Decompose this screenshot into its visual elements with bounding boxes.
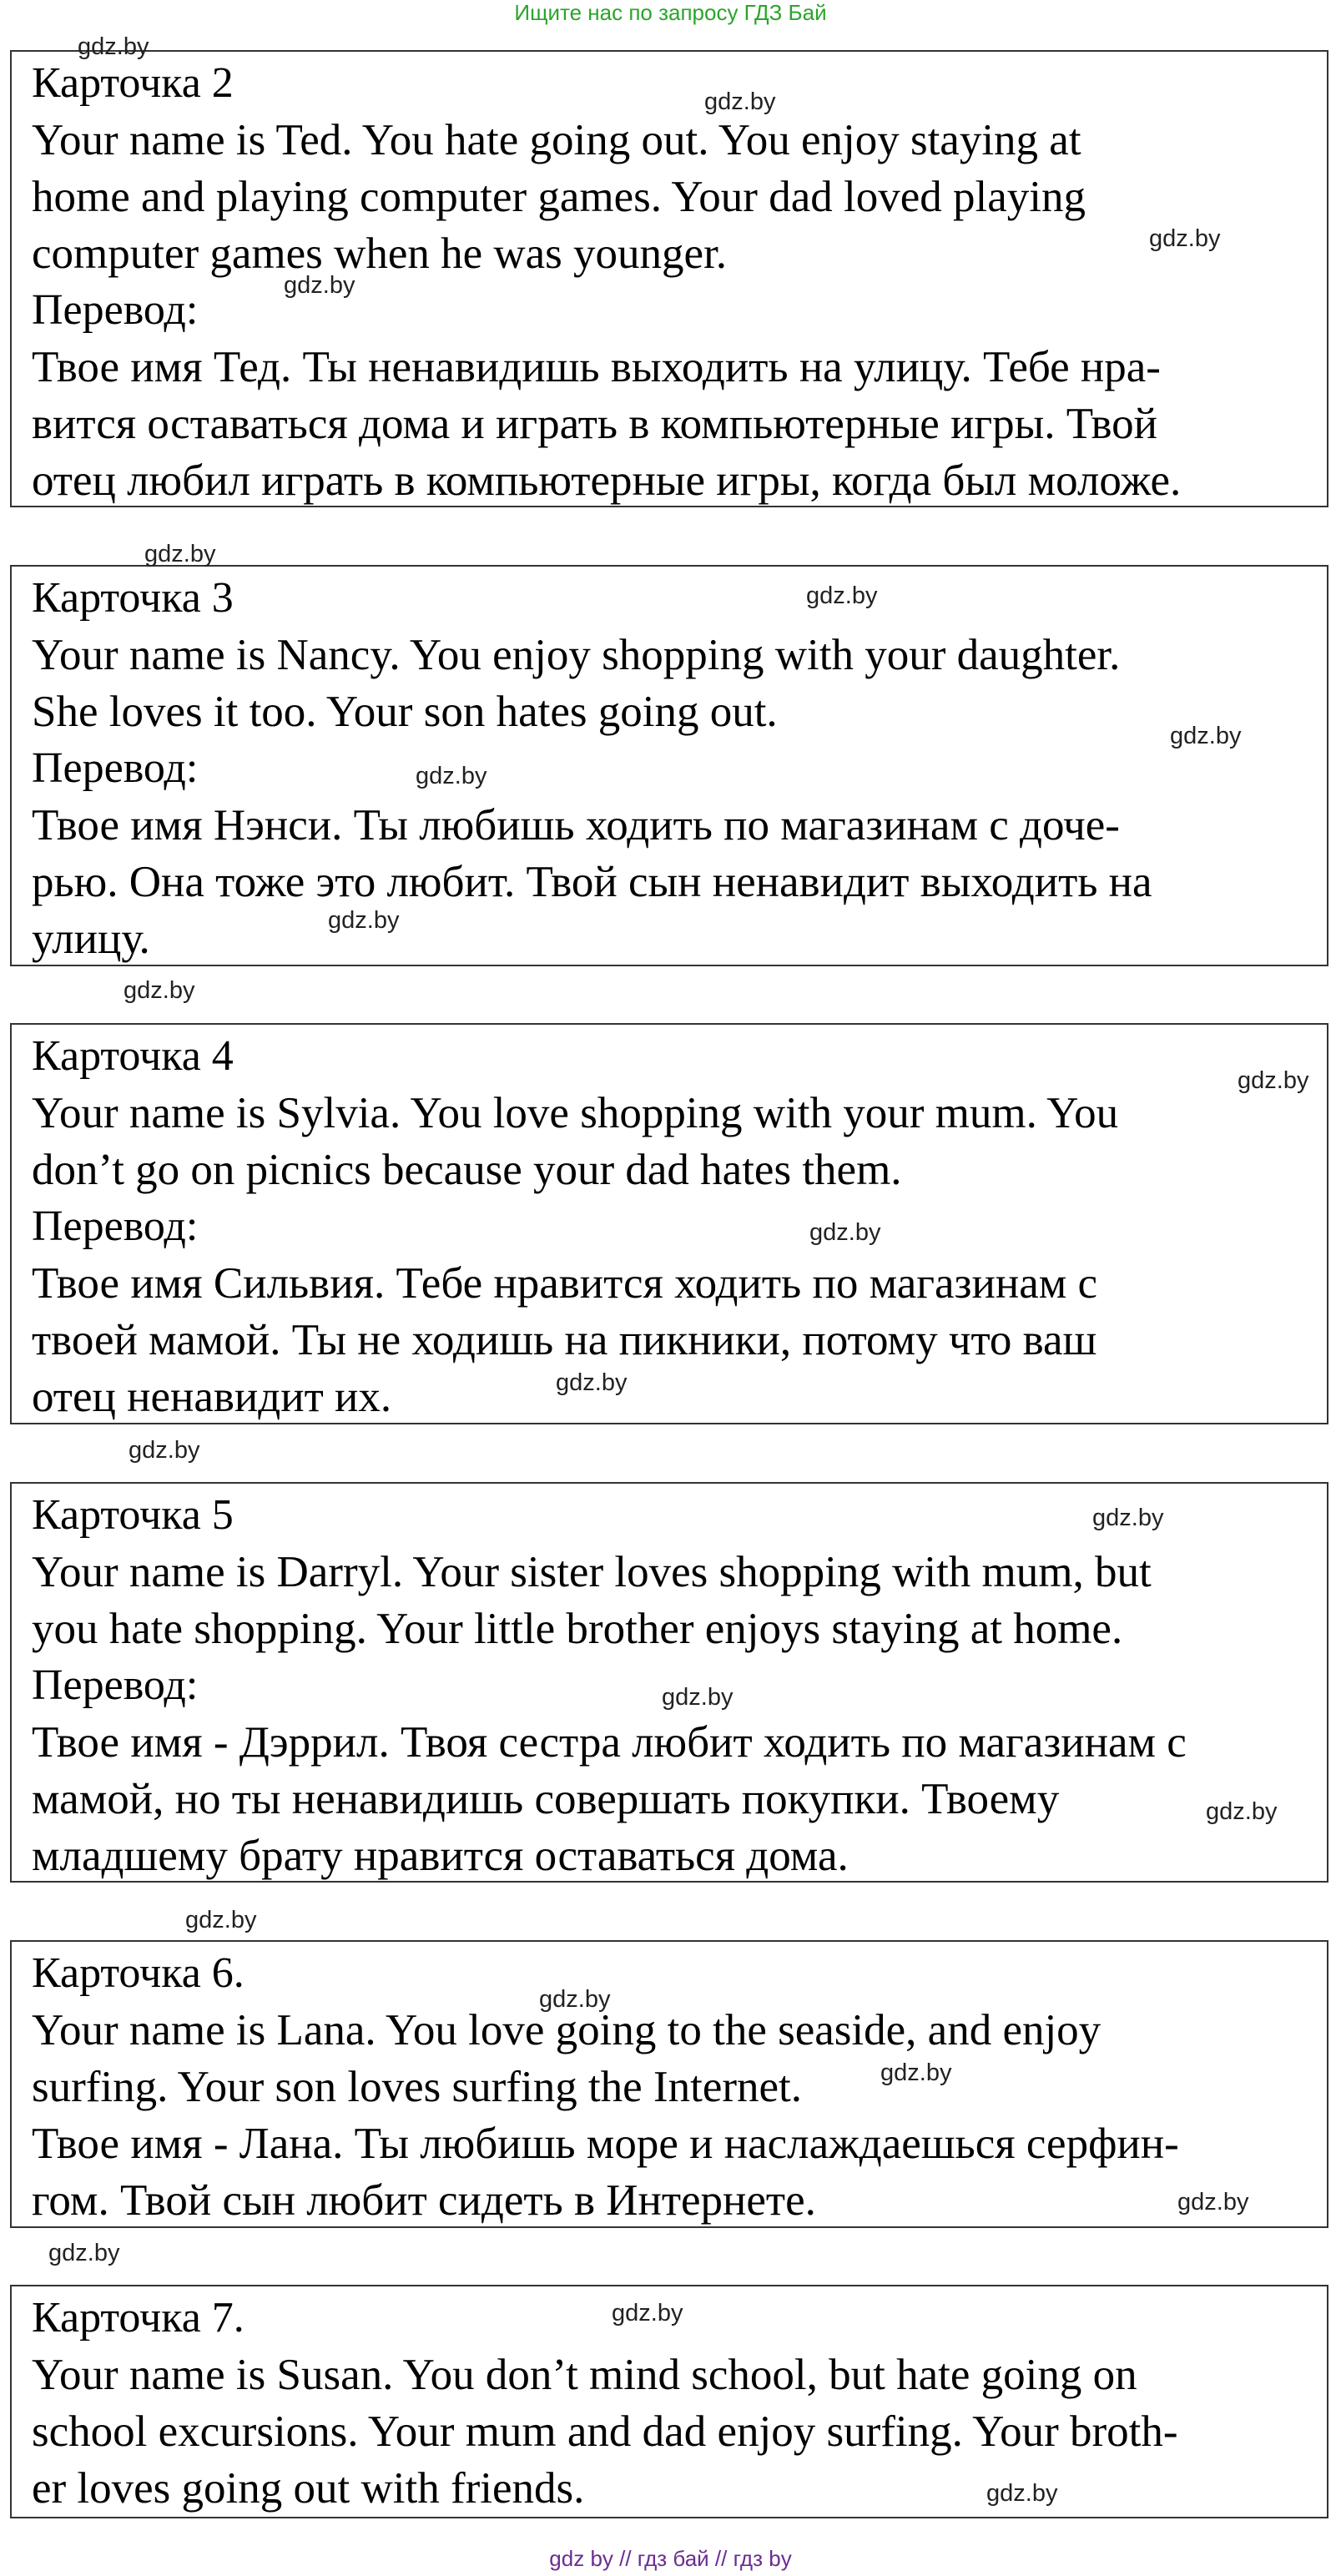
translation-label: Перевод: bbox=[32, 286, 199, 334]
watermark: gdz.by bbox=[129, 1437, 200, 1464]
watermark: gdz.by bbox=[284, 272, 355, 299]
footer: gdz by // гдз бай // гдз by bbox=[549, 2546, 792, 2571]
watermark: gdz.by bbox=[1149, 225, 1221, 252]
watermark: gdz.by bbox=[1238, 1067, 1309, 1094]
translation-label: Перевод: bbox=[32, 1202, 199, 1250]
russian-line: гом. Твой сын любит сидеть в Интернете. bbox=[32, 2176, 816, 2225]
watermark: gdz.by bbox=[1206, 1798, 1278, 1825]
watermark: gdz.by bbox=[556, 1369, 628, 1396]
card-title: Карточка 5 bbox=[32, 1491, 234, 1539]
english-line: surfing. Your son loves surfing the Internet. bbox=[32, 2063, 802, 2111]
russian-line: младшему брату нравится оставаться дома. bbox=[32, 1832, 849, 1880]
russian-line: Твое имя Сильвия. Тебе нравится ходить по магазинам с bbox=[32, 1259, 1098, 1308]
card-5 bbox=[10, 1482, 1328, 1883]
english-line: school excursions. Your mum and dad enjoy surfing. Your broth- bbox=[32, 2407, 1178, 2456]
english-line: Your name is Sylvia. You love shopping with your mum. You bbox=[32, 1089, 1119, 1137]
watermark: gdz.by bbox=[809, 1219, 881, 1246]
watermark: gdz.by bbox=[185, 1907, 257, 1933]
watermark: gdz.by bbox=[78, 33, 149, 60]
translation-label: Перевод: bbox=[32, 1661, 199, 1709]
russian-line: Твое имя Тед. Ты ненавидишь выходить на улицу. Тебе нра- bbox=[32, 343, 1161, 391]
watermark: gdz.by bbox=[986, 2480, 1058, 2507]
english-line: Your name is Lana. You love going to the seaside, and enjoy bbox=[32, 2006, 1102, 2054]
russian-line: отец любил играть в компьютерные игры, когда был моложе. bbox=[32, 456, 1182, 505]
russian-line: Твое имя Нэнси. Ты любишь ходить по магазинам с доче- bbox=[32, 801, 1120, 849]
russian-line: вится оставаться дома и играть в компьютерные игры. Твой bbox=[32, 400, 1158, 448]
russian-line: улицу. bbox=[32, 915, 150, 963]
russian-line: отец ненавидит их. bbox=[32, 1373, 392, 1421]
russian-line: Твое имя - Лана. Ты любишь море и наслаждаешься серфин- bbox=[32, 2120, 1179, 2168]
watermark: gdz.by bbox=[1170, 723, 1242, 749]
watermark: gdz.by bbox=[1177, 2189, 1249, 2216]
watermark: gdz.by bbox=[144, 541, 216, 567]
watermark: gdz.by bbox=[539, 1986, 611, 2013]
english-line: don’t go on picnics because your dad hates them. bbox=[32, 1146, 902, 1194]
card-title: Карточка 3 bbox=[32, 574, 234, 622]
english-line: computer games when he was younger. bbox=[32, 229, 728, 278]
english-line: Your name is Ted. You hate going out. You enjoy staying at bbox=[32, 116, 1081, 164]
card-4 bbox=[10, 1023, 1328, 1424]
english-line: Your name is Nancy. You enjoy shopping with your daughter. bbox=[32, 631, 1121, 679]
watermark: gdz.by bbox=[1092, 1505, 1164, 1531]
watermark: gdz.by bbox=[880, 2059, 952, 2086]
translation-label: Перевод: bbox=[32, 744, 199, 792]
english-line: Your name is Susan. You don’t mind school, but hate going on bbox=[32, 2351, 1137, 2399]
card-2 bbox=[10, 50, 1328, 507]
card-title: Карточка 2 bbox=[32, 59, 234, 107]
card-title: Карточка 7. bbox=[32, 2294, 245, 2342]
watermark: gdz.by bbox=[612, 2300, 683, 2326]
top-banner: Ищите нас по запросу ГДЗ Бай bbox=[514, 0, 827, 25]
watermark: gdz.by bbox=[806, 582, 878, 609]
russian-line: твоей мамой. Ты не ходишь на пикники, потому что ваш bbox=[32, 1316, 1097, 1364]
english-line: She loves it too. Your son hates going out. bbox=[32, 688, 778, 736]
russian-line: рью. Она тоже это любит. Твой сын ненавидит выходить на bbox=[32, 858, 1152, 906]
english-line: Your name is Darryl. Your sister loves shopping with mum, but bbox=[32, 1548, 1152, 1596]
english-line: er loves going out with friends. bbox=[32, 2464, 585, 2513]
watermark: gdz.by bbox=[704, 88, 776, 115]
card-title: Карточка 6. bbox=[32, 1949, 245, 1997]
english-line: home and playing computer games. Your dad loved playing bbox=[32, 173, 1086, 221]
russian-line: Твое имя - Дэррил. Твоя сестра любит ходить по магазинам с bbox=[32, 1718, 1187, 1767]
watermark: gdz.by bbox=[416, 763, 487, 789]
watermark: gdz.by bbox=[662, 1684, 734, 1711]
watermark: gdz.by bbox=[124, 977, 195, 1004]
card-3 bbox=[10, 565, 1328, 966]
watermark: gdz.by bbox=[48, 2240, 120, 2266]
watermark: gdz.by bbox=[328, 907, 400, 934]
card-6 bbox=[10, 1940, 1328, 2228]
english-line: you hate shopping. Your little brother enjoys staying at home. bbox=[32, 1605, 1123, 1653]
russian-line: мамой, но ты ненавидишь совершать покупки. Твоему bbox=[32, 1775, 1060, 1823]
card-title: Карточка 4 bbox=[32, 1032, 234, 1080]
